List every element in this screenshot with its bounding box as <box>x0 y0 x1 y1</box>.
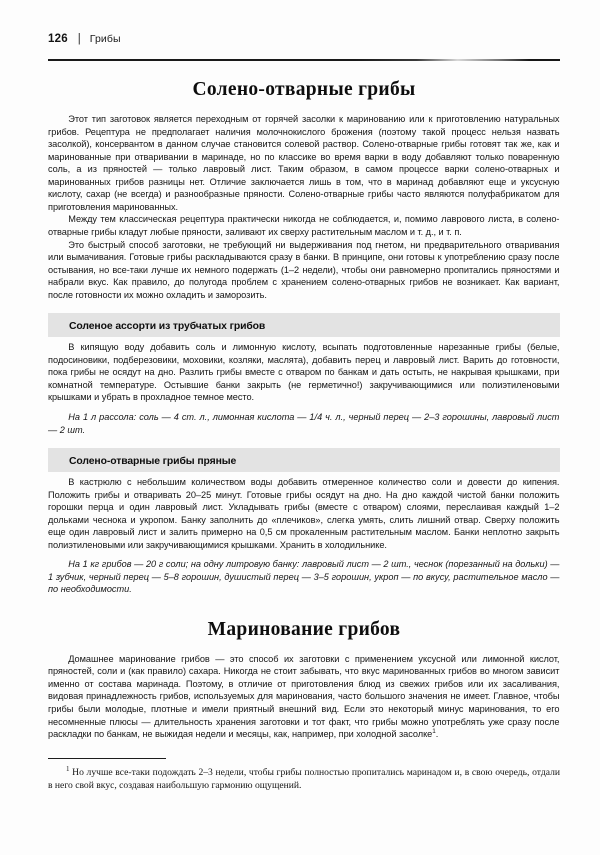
footnote-reference[interactable]: 1 <box>432 727 436 735</box>
paragraph-tail: . <box>435 729 439 741</box>
paragraph: Этот тип заготовок является переходным от горячей засолки к маринованию или к приготовлению натуральных грибов. Рецептура не предполагает наличия молочнокислого брожения (поэтому такой процесс нельзя назвать засолкой), консервантом в данном случае становится солевой раствор. Солено-отварные грибы готовят так же, как и маринованные при отваривании в маринаде, но по классике во время варки в воду добавляют только поваренную соль, а из пряностей — только лавровый лист. Таким образом, в самом процессе варки солено-отварных и маринованных грибов разницы нет. Отличие заключается лишь в том, что в маринад добавляют еще и уксусную кислоту, сахар (не всегда) и разнообразные пряности. Солено-отварные грибы часто являются полуфабрикатом для приготовления маринованных. <box>48 114 560 213</box>
running-head-rule <box>48 59 560 61</box>
section-title-marinating: Маринование грибов <box>207 618 401 640</box>
running-head-title: Грибы <box>89 33 121 45</box>
running-head <box>48 0 560 55</box>
recipe-heading-band <box>48 313 560 337</box>
section-title-saltboiled: Солено-отварные грибы <box>192 79 416 100</box>
recipe-body: В кипящую воду добавить соль и лимонную кислоту, всыпать подготовленные нарезанные грибы (белые, подосиновики, подберезовики, моховики, козляки, маслята), добавить перец и лавровый лист. Варить до готовности, пока грибы не осядут на дно. Разлить грибы вместе с отваром по банкам и дать остыть, не накрывая крышками, при комнатной температуре. Остывшие банки закрыть (не герметично!) закручивающимися или полиэтиленовыми крышками и убрать в прохладное темное место. <box>48 342 560 404</box>
recipe-ingredients-note: На 1 кг грибов — 20 г соли; на одну литровую банку: лавровый лист — 2 шт., чеснок (порезанный на дольки) — 1 зубчик, черный перец — 5–8 горошин, душистый перец — 3–5 горошин, укроп — по вкусу, растительное масло — по необходимости. <box>48 559 560 596</box>
footnote-area <box>48 758 560 792</box>
page-number: 126 <box>48 33 68 45</box>
paragraph: Это быстрый способ заготовки, не требующий ни выдерживания под гнетом, ни предварительного отваривания или вымачивания. Готовые грибы раскладываются сразу в банки. В принципе, они готовы к употреблению сразу после остывания, но все-таки лучше их немного подержать (1–2 недели), чтобы они равномерно пропитались пряностями и набрали вкус. Как правило, до полугода проблем с хранением солено-отварных грибов не возникает. Как вариант, после готовности их можно охладить и заморозить. <box>48 239 560 301</box>
recipe-body: В кастрюлю с небольшим количеством воды добавить отмеренное количество соли и довести до кипения. Положить грибы и отваривать 20–25 минут. Готовые грибы осядут на дно. На дно каждой чистой банки положить горошки перца и один лавровый лист. Укладывать грибы (вместе с отваром) слоями, переслаивая каждый 1–2 дольками чеснока и укропом. Банку заполнить до «плечиков», слегка умять, слить лишний отвар. Сверху положить еще один лавровый лист и залить примерно на 0,5 см прокаленным растительным маслом. Банки неплотно закрыть полиэтиленовыми или закручивающимися крышками. Хранить в холодильнике. <box>48 477 560 551</box>
footnote-text <box>48 767 560 792</box>
paragraph: Между тем классическая рецептура практически никогда не соблюдается, и, помимо лаврового листа, в солено-отварные грибы кладут любые пряности, заливают их сверху растительным маслом и т. д., и т. п. <box>48 214 560 238</box>
page-content-column <box>48 0 560 792</box>
footnote-marker: 1 <box>66 765 70 774</box>
recipe-heading: Соленое ассорти из трубчатых грибов <box>69 321 266 333</box>
footnote-separator-rule <box>48 758 166 760</box>
recipe-ingredients-note: На 1 л рассола: соль — 4 ст. л., лимонная кислота — 1/4 ч. л., черный перец — 2–3 горошины, лавровый лист — 2 шт. <box>48 412 560 436</box>
paragraph <box>48 654 559 742</box>
running-head-divider: | <box>77 33 81 45</box>
recipe-heading: Солено-отварные грибы пряные <box>69 456 237 467</box>
footnote-body: Но лучше все-таки подождать 2–3 недели, чтобы грибы полностью пропитались маринадом и, в свою очередь, отдали в него свой вкус, создавая наибольшую гармонию ощущений. <box>48 767 560 791</box>
paragraph-text: Домашнее маринование грибов — это способ их заготовки с применением уксусной или лимонной кислот, пряностей, соли и (как правило) сахара. Никогда не стоит забывать, что вкус маринованных грибов во многом зависит именно от состава маринада. Поэтому, в отличие от приготовления блюд из свежих грибов или их засаливания, видовая принадлежность грибов, используемых для маринования, часто большого значения не имеет. Главное, чтобы грибы были молодые, плотные и имели приятный внешний вид. Если это некоторый минус маринования, то его несомненные плюсы — длительность хранения заготовки и тот факт, что грибы можно употреблять уже сразу после раскладки по банкам, не выжидая недели и месяцы, как, например, при холодной засолке <box>48 653 560 741</box>
recipe-heading-band <box>48 448 560 472</box>
